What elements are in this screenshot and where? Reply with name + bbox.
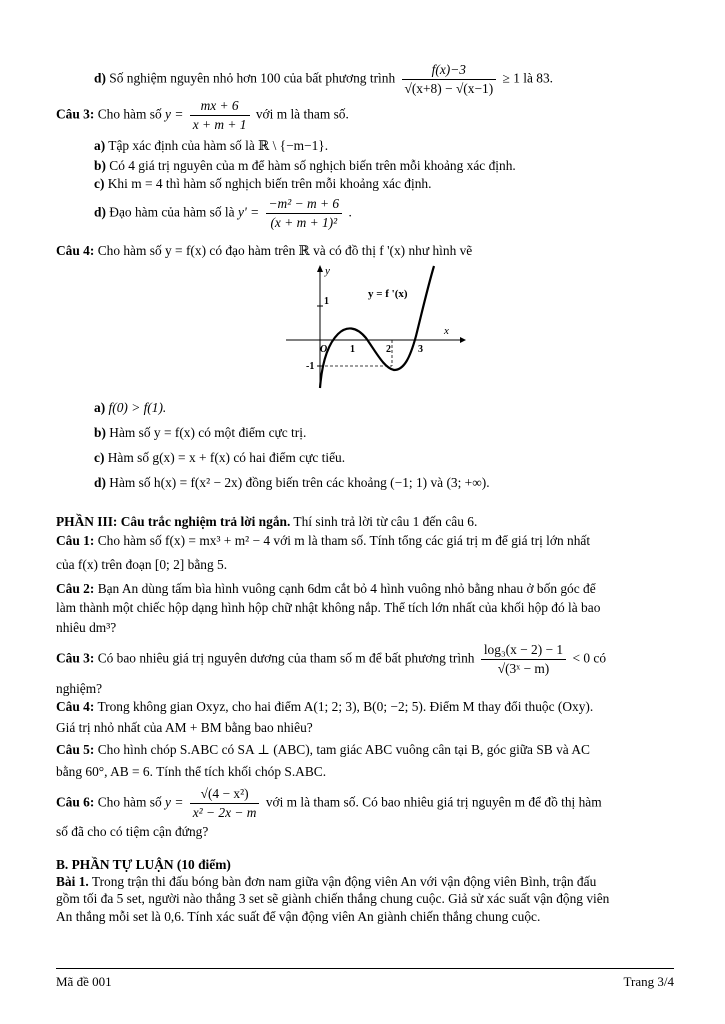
footer-rule <box>56 968 674 969</box>
x-tick-2-label: 2 <box>386 344 391 355</box>
y-tick-1-label: 1 <box>324 296 329 307</box>
q2d-line <box>94 62 553 97</box>
q3-label: Câu 3: <box>56 106 95 122</box>
p3c6-label: Câu 6: <box>56 794 95 810</box>
q3-lhs: y = <box>165 106 184 122</box>
bai1-l3: An thắng mỗi set là 0,6. Tính xác suất để vận động viên An giành chiến thắng chung cuộc. <box>56 909 541 924</box>
q3-num: mx + 6 <box>190 98 250 116</box>
page-number: Trang 3/4 <box>623 974 674 989</box>
q3-pre: Cho hàm số <box>97 106 162 122</box>
p3c6-lhs: y = <box>165 794 184 810</box>
curve-label: y = f '(x) <box>368 288 408 300</box>
p3c5-text1: Cho hình chóp S.ABC có SA ⊥ (ABC), tam giác ABC vuông cân tại B, góc giữa SB và AC <box>97 742 590 757</box>
p3c6-l2: số đã cho có tiệm cận đứng? <box>56 824 209 839</box>
q2d-post: ≥ 1 là 83. <box>502 70 554 86</box>
exam-code: Mã đề 001 <box>56 974 112 989</box>
y-tick-m1-label: -1 <box>306 361 315 372</box>
bai1-l2: gồm tối đa 5 set, người nào thắng 3 set sẽ giành chiến thắng chung cuộc. Giả sử xác suất vận động viên <box>56 891 610 906</box>
origin-label: O <box>320 344 328 355</box>
p3c3-l2: nghiệm? <box>56 681 103 696</box>
q4b-text: Hàm số y = f(x) có một điểm cực trị. <box>109 425 307 440</box>
q3a-text: Tập xác định của hàm số là ℝ \ {−m−1}. <box>108 138 329 153</box>
p3c2-l2: làm thành một chiếc hộp dạng hình hộp chữ nhật không nắp. Thể tích lớn nhất của khối hộp đó là bao <box>56 600 601 615</box>
q3d-label: d) <box>94 204 106 220</box>
p3c4-l1 <box>56 699 593 715</box>
q3b-text: Có 4 giá trị nguyên của m để hàm số nghịch biến trên mỗi khoảng xác định. <box>109 158 516 173</box>
p3c6-fraction <box>190 786 260 821</box>
q3-post: với m là tham số. <box>255 106 349 122</box>
p3c3-den: √(3ˣ − m) <box>497 661 550 676</box>
p3c2-text1: Bạn An dùng tấm bìa hình vuông cạnh 6dm cắt bỏ 4 hình vuông nhỏ bằng nhau ở bốn góc để <box>97 581 596 596</box>
p3c5-label: Câu 5: <box>56 742 95 757</box>
p3c6-post: với m là tham số. Có bao nhiêu giá trị nguyên m để đồ thị hàm <box>265 794 602 810</box>
p3c4-text1: Trong không gian Oxyz, cho hai điểm A(1; 2; 3), B(0; −2; 5). Điểm M thay đổi thuộc (Oxy). <box>97 699 594 714</box>
q4c-text: Hàm số g(x) = x + f(x) có hai điểm cực tiểu. <box>107 450 346 465</box>
q4a-label: a) <box>94 400 106 415</box>
y-axis-arrow <box>317 265 323 272</box>
q2d-num: f(x)−3 <box>402 62 497 80</box>
q3d-pre: Đạo hàm của hàm số là <box>109 204 235 220</box>
bai1-l1 <box>56 874 596 890</box>
p3c6-den: x² − 2x − m <box>192 805 257 820</box>
p3c6-num: √(4 − x²) <box>190 786 260 804</box>
derivative-curve <box>320 266 434 388</box>
q4-label: Câu 4: <box>56 243 95 258</box>
p3c3-fraction <box>481 642 566 677</box>
q4d <box>94 475 490 491</box>
derivative-graph <box>280 262 470 390</box>
p3c2-l1 <box>56 581 596 597</box>
q3-line <box>56 98 349 133</box>
q3b-label: b) <box>94 158 106 173</box>
q2d-pre: Số nghiệm nguyên nhỏ hơn 100 của bất phương trình <box>109 70 396 86</box>
q3d-lhs: y' = <box>237 204 260 220</box>
q3d-fraction <box>266 196 343 231</box>
p3c5-l2: bằng 60°, AB = 6. Tính thể tích khối chóp S.ABC. <box>56 764 327 779</box>
bai1-label: Bài 1. <box>56 874 89 889</box>
partB-title: B. PHẦN TỰ LUẬN (10 điểm) <box>56 857 231 872</box>
q4-text: Cho hàm số y = f(x) có đạo hàm trên ℝ và có đồ thị f '(x) như hình vẽ <box>97 243 473 258</box>
q2d-fraction <box>402 62 497 97</box>
q4b <box>94 425 306 441</box>
q3-den: x + m + 1 <box>192 117 247 132</box>
q3d-num: −m² − m + 6 <box>266 196 343 214</box>
q3c-text: Khi m = 4 thì hàm số nghịch biến trên mỗi khoảng xác định. <box>107 176 432 191</box>
q4c-label: c) <box>94 450 105 465</box>
p3c2-label: Câu 2: <box>56 581 95 596</box>
q4a-text: f(0) > f(1). <box>108 400 167 415</box>
p3c1-l1 <box>56 533 590 549</box>
p3c1-text1: Cho hàm số f(x) = mx³ + m² − 4 với m là tham số. Tính tổng các giá trị m để giá trị lớn nhất <box>97 533 591 548</box>
p3c3-post: < 0 có <box>572 650 607 666</box>
x-axis-label: x <box>444 325 449 337</box>
p3c4-l2: Giá trị nhỏ nhất của AM + BM bằng bao nhiêu? <box>56 720 313 735</box>
p3c2-l3: nhiêu dm³? <box>56 620 117 635</box>
p3c3-l1 <box>56 642 606 677</box>
q3d <box>94 196 352 231</box>
x-axis-arrow <box>460 337 466 343</box>
bai1-text1: Trong trận thi đấu bóng bàn đơn nam giữa vận động viên An với vận động viên Bình, trận đấu <box>91 874 597 889</box>
p3c3-label: Câu 3: <box>56 650 95 666</box>
y-axis-label: y <box>325 265 330 277</box>
q3c-label: c) <box>94 176 105 191</box>
p3c6-pre: Cho hàm số <box>97 794 162 810</box>
q3c <box>94 176 431 192</box>
p3c6-l1 <box>56 786 602 821</box>
q3b <box>94 158 516 174</box>
q3d-post: . <box>348 204 352 220</box>
q4c <box>94 450 345 466</box>
q3a-label: a) <box>94 138 106 153</box>
x-tick-3-label: 3 <box>418 344 423 355</box>
p3c5-l1 <box>56 742 590 758</box>
p3c4-label: Câu 4: <box>56 699 95 714</box>
q4b-label: b) <box>94 425 106 440</box>
part3-intro: Thí sinh trả lời từ câu 1 đến câu 6. <box>293 514 478 529</box>
q4d-label: d) <box>94 475 106 490</box>
q4a <box>94 400 166 416</box>
p3c3-pre: Có bao nhiêu giá trị nguyên dương của tham số m để bất phương trình <box>97 650 475 666</box>
q2d-den: √(x+8) − √(x−1) <box>404 81 494 96</box>
p3c3-num: log₃(x − 2) − 1 <box>481 642 566 660</box>
p3c1-label: Câu 1: <box>56 533 95 548</box>
part3-title: PHẦN III: Câu trắc nghiệm trả lời ngắn. <box>56 514 291 529</box>
p3c1-l2: của f(x) trên đoạn [0; 2] bằng 5. <box>56 557 228 572</box>
x-tick-1-label: 1 <box>350 344 355 355</box>
part3-header <box>56 514 477 530</box>
q3-fraction <box>190 98 250 133</box>
q2d-label: d) <box>94 70 106 86</box>
q3d-den: (x + m + 1)² <box>270 215 338 230</box>
q3a <box>94 138 328 154</box>
q4-line <box>56 243 472 259</box>
q4d-text: Hàm số h(x) = f(x² − 2x) đồng biến trên các khoảng (−1; 1) và (3; +∞). <box>109 475 490 490</box>
